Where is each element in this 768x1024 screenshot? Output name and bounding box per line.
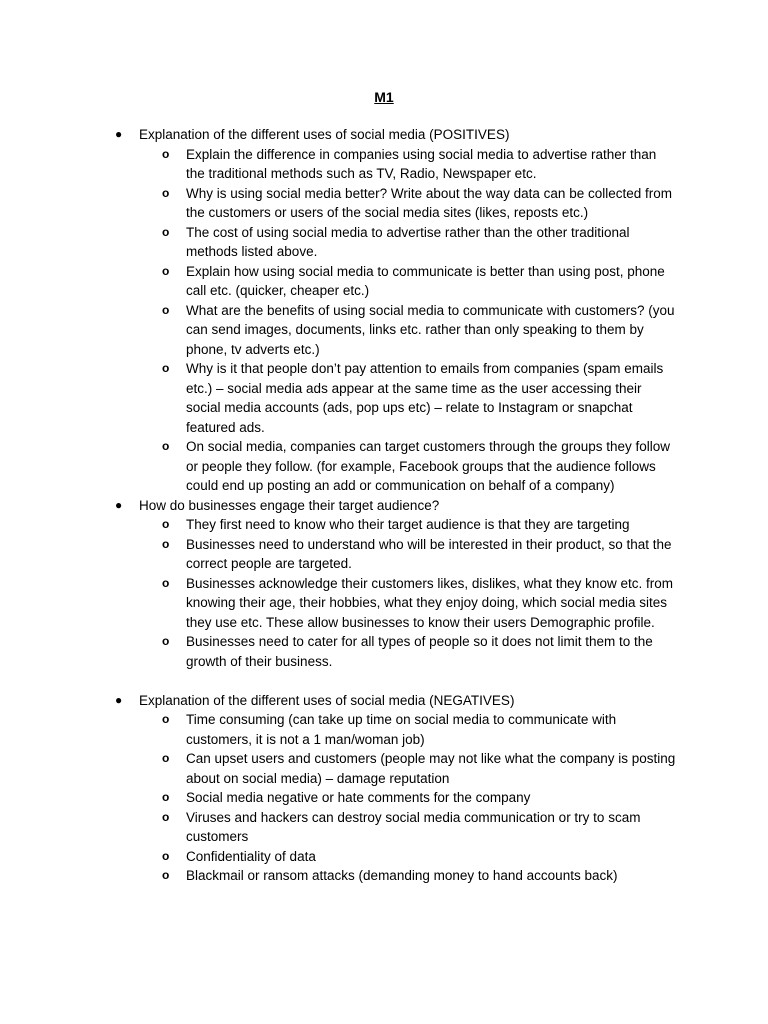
circle-bullet-icon: o bbox=[162, 868, 170, 882]
list-item-text: Viruses and hackers can destroy social media communication or try to scam customers bbox=[186, 809, 641, 844]
list-item bbox=[0, 301, 676, 360]
list-item-text: Businesses acknowledge their customers likes, dislikes, what they know etc. from knowing their age, their hobbies, what they enjoy doing, which social media sites they use etc. These allow businesses to know their users Demographic profile. bbox=[186, 575, 673, 630]
list-item-text: What are the benefits of using social media to communicate with customers? (you can send images, documents, links etc. rather than only speaking to them by phone, tv adverts etc.) bbox=[186, 302, 675, 357]
blank-line bbox=[0, 671, 768, 691]
list-item-text: Why is it that people don’t pay attention to emails from companies (spam emails etc.) – social media ads appear at the same time as the user accessing their social media accounts (ads, pop ups etc) – relate to Instagram or snapchat featured ads. bbox=[186, 361, 664, 435]
list-item-text: Explain how using social media to communicate is better than using post, phone call etc. (quicker, cheaper etc.) bbox=[186, 263, 665, 298]
circle-bullet-icon: o bbox=[162, 146, 170, 161]
list-item bbox=[0, 145, 676, 184]
document-content bbox=[0, 125, 768, 886]
list-item bbox=[0, 632, 676, 671]
list-item-text: Why is using social media better? Write about the way data can be collected from the customers or users of the social media sites (likes, reposts etc.) bbox=[186, 185, 672, 220]
circle-bullet-icon: o bbox=[162, 790, 170, 804]
circle-bullet-icon: o bbox=[162, 712, 170, 726]
circle-bullet-icon: o bbox=[162, 751, 170, 765]
circle-bullet-icon: o bbox=[162, 185, 170, 200]
bullet-icon: ● bbox=[115, 497, 123, 512]
bullet-icon: ● bbox=[115, 127, 123, 141]
list-item-text: Time consuming (can take up time on social media to communicate with customers, it is not a 1 man/woman job) bbox=[186, 712, 617, 747]
list-item-text: On social media, companies can target customers through the groups they follow or people they follow. (for example, Facebook groups that the audience follows could end up posting an add or communication on behalf of a company) bbox=[186, 439, 671, 493]
bullet-icon: ● bbox=[115, 692, 123, 707]
section-heading-engagement bbox=[0, 496, 768, 516]
list-item-text: The cost of using social media to advertise rather than the other traditional methods listed above. bbox=[186, 224, 630, 259]
list-item bbox=[0, 437, 676, 496]
circle-bullet-icon: o bbox=[162, 517, 170, 531]
page-title: M1 bbox=[374, 89, 394, 105]
list-item-text: Social media negative or hate comments for the company bbox=[186, 790, 531, 805]
section-heading-negatives bbox=[0, 691, 768, 711]
circle-bullet-icon: o bbox=[162, 848, 170, 863]
list-item-text: They first need to know who their target audience is that they are targeting bbox=[186, 517, 630, 532]
section-heading-text: Explanation of the different uses of social media (NEGATIVES) bbox=[139, 692, 515, 708]
section-heading-positives bbox=[0, 125, 768, 145]
list-item-text: Businesses need to cater for all types of people so it does not limit them to the growth of their business. bbox=[186, 634, 653, 669]
circle-bullet-icon: o bbox=[162, 575, 170, 590]
list-item bbox=[0, 359, 676, 437]
list-item bbox=[0, 866, 676, 886]
list-item bbox=[0, 574, 676, 633]
list-item bbox=[0, 515, 676, 535]
circle-bullet-icon: o bbox=[162, 809, 170, 824]
circle-bullet-icon: o bbox=[162, 634, 170, 648]
list-item bbox=[0, 808, 676, 847]
list-item bbox=[0, 262, 676, 301]
circle-bullet-icon: o bbox=[162, 536, 170, 551]
circle-bullet-icon: o bbox=[162, 302, 170, 317]
circle-bullet-icon: o bbox=[162, 361, 170, 375]
list-item bbox=[0, 788, 676, 808]
list-item bbox=[0, 749, 676, 788]
section-heading-text: Explanation of the different uses of social media (POSITIVES) bbox=[139, 127, 510, 142]
list-item bbox=[0, 710, 676, 749]
list-item bbox=[0, 184, 676, 223]
list-item-text: Businesses need to understand who will be interested in their product, so that the correct people are targeted. bbox=[186, 536, 672, 571]
section-heading-text: How do businesses engage their target audience? bbox=[139, 497, 440, 513]
circle-bullet-icon: o bbox=[162, 439, 170, 453]
list-item-text: Blackmail or ransom attacks (demanding money to hand accounts back) bbox=[186, 868, 618, 883]
list-item bbox=[0, 847, 676, 867]
list-item-text: Confidentiality of data bbox=[186, 848, 316, 864]
circle-bullet-icon: o bbox=[162, 263, 170, 278]
list-item-text: Can upset users and customers (people may not like what the company is posting about on social media) – damage reputation bbox=[186, 751, 676, 786]
list-item-text: Explain the difference in companies using social media to advertise rather than the traditional methods such as TV, Radio, Newspaper etc. bbox=[186, 146, 657, 181]
circle-bullet-icon: o bbox=[162, 224, 170, 239]
list-item bbox=[0, 535, 676, 574]
list-item bbox=[0, 223, 676, 262]
